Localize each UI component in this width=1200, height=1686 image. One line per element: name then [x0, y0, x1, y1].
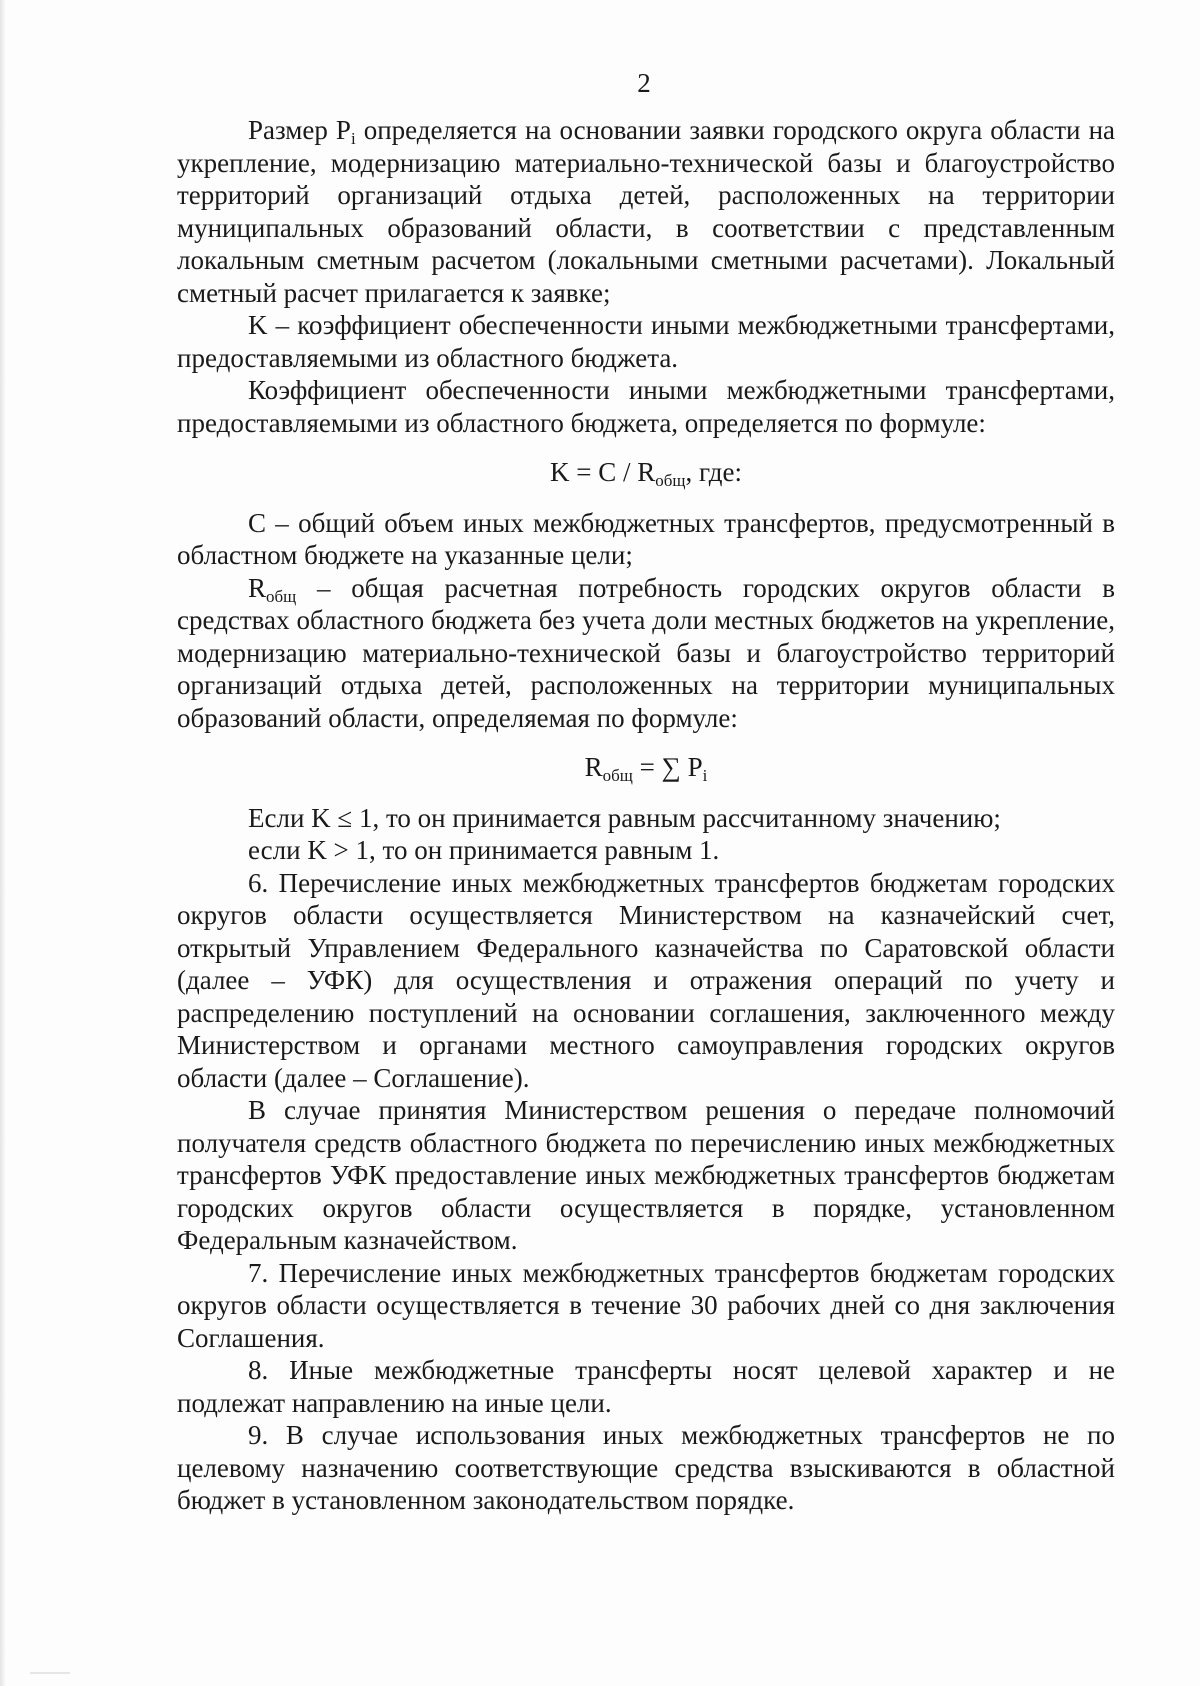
scan-mark [30, 1670, 70, 1676]
paragraph-c-definition: C – общий объем иных межбюджетных трансфертов, предусмотренный в областном бюджете на указанные цели; [177, 507, 1115, 570]
paragraph-k-gt-1: если K > 1, то он принимается равным 1. [248, 835, 720, 865]
document-body [177, 114, 1115, 1517]
formula-k: $K = C / R_{общ}$, где: [550, 457, 742, 490]
paragraph-item-7: 7. Перечисление иных межбюджетных трансфертов бюджетам городских округов области осуществляется в течение 30 рабочих дней со дня заключения Соглашения. [177, 1257, 1115, 1353]
paragraph-r-definition: $R_{общ}$ – общая расчетная потребность городских округов области в средствах областного бюджета без учета доли местных бюджетов на укрепление, модернизацию материально-технической базы и благоустройство территорий организаций отдыха детей, расположенных на территории муниципальных образований области, определяемая по формуле: [177, 572, 1115, 733]
paragraph-size-pi: Размер $P_i$ определяется на основании заявки городского округа области на укрепление, модернизацию материально-технической базы и благоустройство территорий организаций отдыха детей, расположенных на территории муниципальных образований области, в соответствии с представленным локальным сметным расчетом (локальными сметными расчетами). Локальный сметный расчет прилагается к заявке; [177, 115, 1115, 308]
paragraph-k-le-1: Если K ≤ 1, то он принимается равным рассчитанному значению; [248, 802, 1001, 833]
paragraph-k-formula-intro: Коэффициент обеспеченности иными межбюджетными трансфертами, предоставляемыми из областного бюджета, определяется по формуле: [177, 375, 1115, 438]
paragraph-item-6: 6. Перечисление иных межбюджетных трансфертов бюджетам городских округов области осуществляется Министерством на казначейский счет, открытый Управлением Федерального казначейства по Саратовской области (далее – УФК) для осуществления и отражения операций по учету и распределению поступлений на основании соглашения, заключенного между Министерством и органами местного самоуправления городских округов области (далее – Соглашение). [177, 867, 1115, 1093]
scan-edge-shadow [0, 0, 6, 1686]
formula-r-total: $R_{общ}$ = ∑ $P_i$ [584, 752, 708, 785]
paragraph-item-9: 9. В случае использования иных межбюджетных трансфертов не по целевому назначению соответствующие средства взыскиваются в областной бюджет в установленном законодательством порядке. [177, 1420, 1115, 1515]
paragraph-item-8: 8. Иные межбюджетные трансферты носят целевой характер и не подлежат направлению на иные цели. [177, 1355, 1115, 1418]
paragraph-k-definition: K – коэффициент обеспеченности иными межбюджетными трансфертами, предоставляемыми из областного бюджета. [177, 310, 1115, 373]
paragraph-powers-transfer: В случае принятия Министерством решения о передаче полномочий получателя средств областного бюджета по перечислению иных межбюджетных трансфертов УФК предоставление иных межбюджетных трансфертов бюджетам городских округов области осуществляется в порядке, установленном Федеральным казначейством. [177, 1095, 1115, 1255]
page-number: 2 [637, 68, 651, 98]
